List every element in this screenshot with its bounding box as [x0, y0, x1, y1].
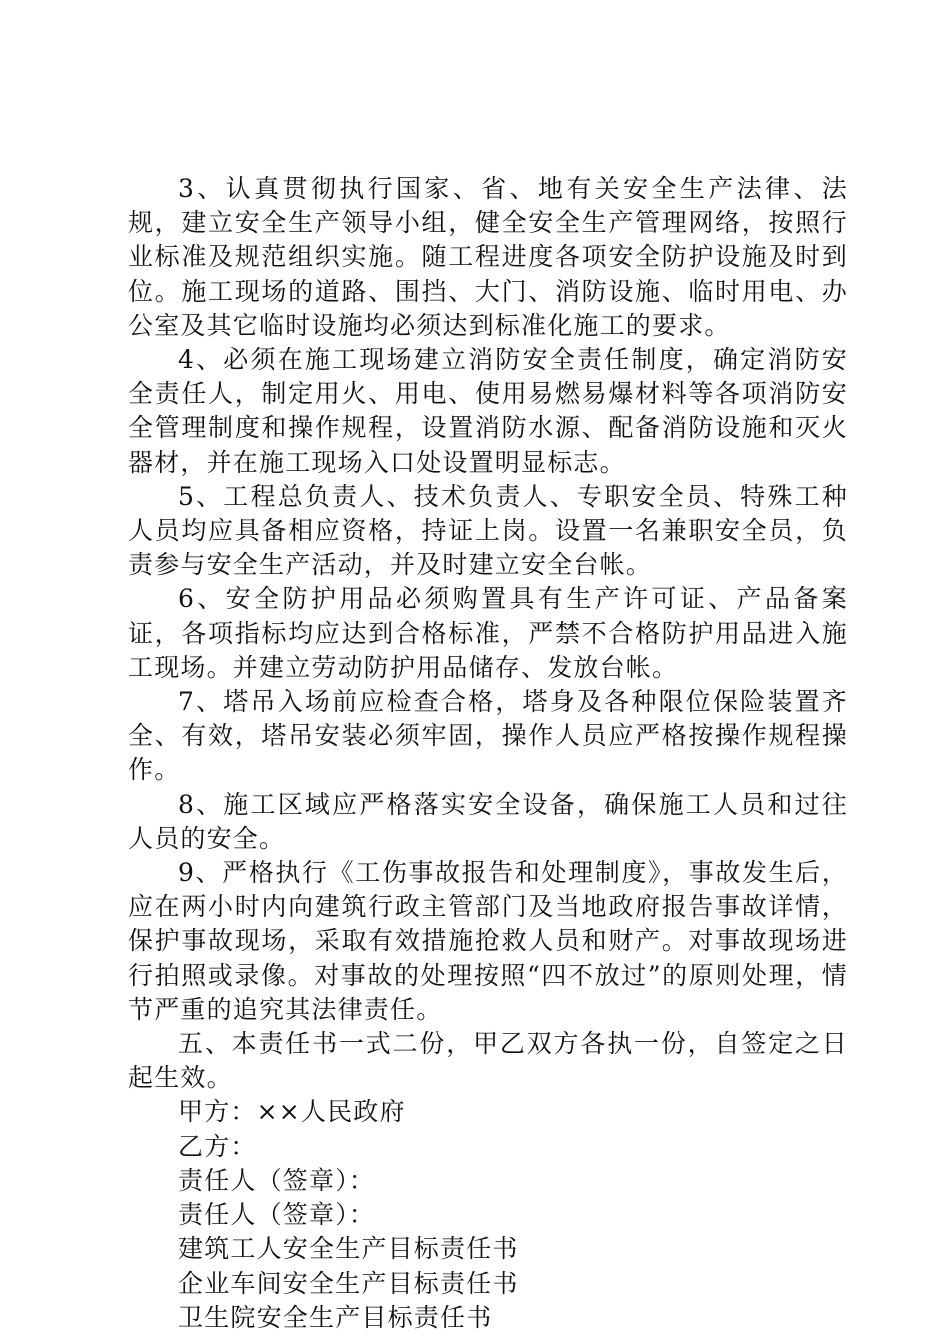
paragraph-item-7: 7、塔吊入场前应检查合格，塔身及各种限位保险装置齐全、有效，塔吊安装必须牢固，操作人员应严格按操作规程操作。 [128, 687, 848, 785]
paragraph-item-5: 5、工程总负责人、技术负责人、专职安全员、特殊工种人员均应具备相应资格，持证上岗。设置一名兼职安全员，负责参与安全生产活动，并及时建立安全台帐。 [128, 481, 848, 580]
responsible-signature-2: 责任人（签章）： [178, 1200, 376, 1230]
party-b-line: 乙方： [178, 1131, 257, 1161]
paragraph-item-9: 9、严格执行《工伤事故报告和处理制度》，事故发生后，应在两小时内向建筑行政主管部门及当地政府报告事故详情，保护事故现场，采取有效措施抢救人员和财产。对事故现场进行拍照或录像。对事故的处理按照“四不放过”的原则处理，情节严重的追究其法律责任。 [128, 858, 848, 1024]
paragraph-item-6: 6、安全防护用品必须购置具有生产许可证、产品备案证，各项指标均应达到合格标准，严禁不合格防护用品进入施工现场。并建立劳动防护用品储存、发放台帐。 [128, 584, 848, 682]
related-title-3: 卫生院安全生产目标责任书 [178, 1302, 493, 1332]
paragraph-item-3: 3、认真贯彻执行国家、省、地有关安全生产法律、法规，建立安全生产领导小组，健全安全生产管理网络，按照行业标准及规范组织实施。随工程进度各项安全防护设施及时到位。施工现场的道路、围挡、大门、消防设施、临时用电、办公室及其它临时设施均必须达到标准化施工的要求。 [128, 174, 848, 340]
party-a-line: 甲方：××人民政府 [178, 1097, 406, 1127]
paragraph-item-4: 4、必须在施工现场建立消防安全责任制度，确定消防安全责任人，制定用火、用电、使用易燃易爆材料等各项消防安全管理制度和操作规程，设置消防水源、配备消防设施和灭火器材，并在施工现场入口处设置明显标志。 [128, 345, 848, 477]
document-body [128, 172, 848, 1335]
related-title-1: 建筑工人安全生产目标责任书 [178, 1234, 519, 1264]
paragraph-section-5: 五、本责任书一式二份，甲乙双方各执一份，自签定之日起生效。 [128, 1029, 848, 1093]
responsible-signature-1: 责任人（签章）： [178, 1165, 376, 1195]
paragraph-item-8: 8、施工区域应严格落实安全设备，确保施工人员和过往人员的安全。 [128, 789, 848, 853]
related-title-2: 企业车间安全生产目标责任书 [178, 1268, 519, 1298]
